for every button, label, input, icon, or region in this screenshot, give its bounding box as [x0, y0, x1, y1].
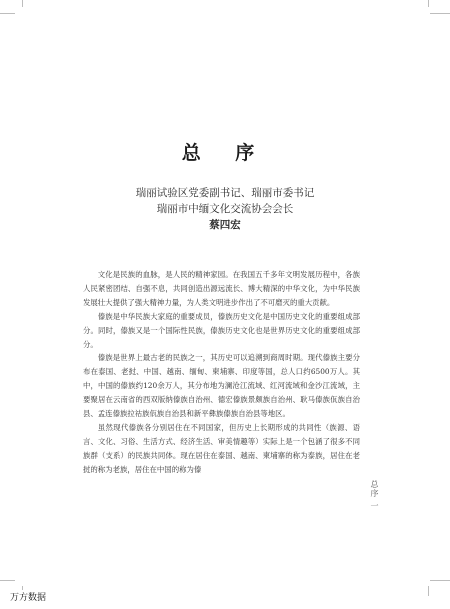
- subtitle-line-1: 瑞丽试验区党委副书记、瑞丽市委书记: [135, 187, 315, 199]
- crop-mark-top-right: [430, 13, 450, 14]
- crop-mark-top-right-v: [428, 0, 429, 7]
- author-name: 蔡四宏: [209, 219, 241, 231]
- paragraph: 虽然现代傣族各分别居住在不同国家，但历史上长期形成的共同性（族源、语言、文化、习俗、生活方式、经济生活、审美情趣等）实际上是一个包涵了很多不同族群（支系）的民族共同体。现在居住在泰国、越南、柬埔寨的称为泰族，居住在老挝的称为老族，居住在中国的称为傣: [83, 422, 360, 474]
- paragraph: 傣族是世界上最古老的民族之一，其历史可以追溯到商周时期。现代傣族主要分布在泰国、老挝、中国、越南、缅甸、柬埔寨、印度等国，总人口约6500万人。其中，中国的傣族约120余万人，其分布地为澜沧江流域、红河流域和金沙江流域，主要聚居在云南省的西双版纳傣族自治州、德宏傣族景颇族自治州、耿马傣族佤族自治县、孟连傣族拉祜族佤族自治县和新平彝族傣族自治县等地区。: [83, 353, 360, 419]
- body-text: [83, 268, 360, 477]
- crop-mark-bottom-right-v: [428, 586, 429, 596]
- crop-mark-top-left-v: [22, 0, 23, 7]
- crop-mark-bottom-left: [0, 580, 15, 581]
- subtitle-line-2: 瑞丽市中缅文化交流协会会长: [156, 203, 294, 215]
- crop-mark-top-left: [0, 13, 15, 14]
- running-head-page-number: 总序 一: [370, 480, 379, 511]
- footer-brand-text: 万方数据: [10, 593, 47, 603]
- page-title: 总 序: [181, 142, 269, 164]
- crop-mark-bottom-right: [430, 580, 450, 581]
- paragraph: 文化是民族的血脉，是人民的精神家园。在我国五千多年文明发展历程中，各族人民紧密团结、自强不息，共同创造出源远流长、博大精深的中华文化，为中华民族发展壮大提供了强大精神力量，为人类文明进步作出了不可磨灭的重大贡献。: [83, 270, 360, 307]
- paragraph: 傣族是中华民族大家庭的重要成员，傣族历史文化是中国历史文化的重要组成部分。同时，傣族又是一个国际性民族，傣族历史文化也是世界历史文化的重要组成部分。: [83, 311, 360, 349]
